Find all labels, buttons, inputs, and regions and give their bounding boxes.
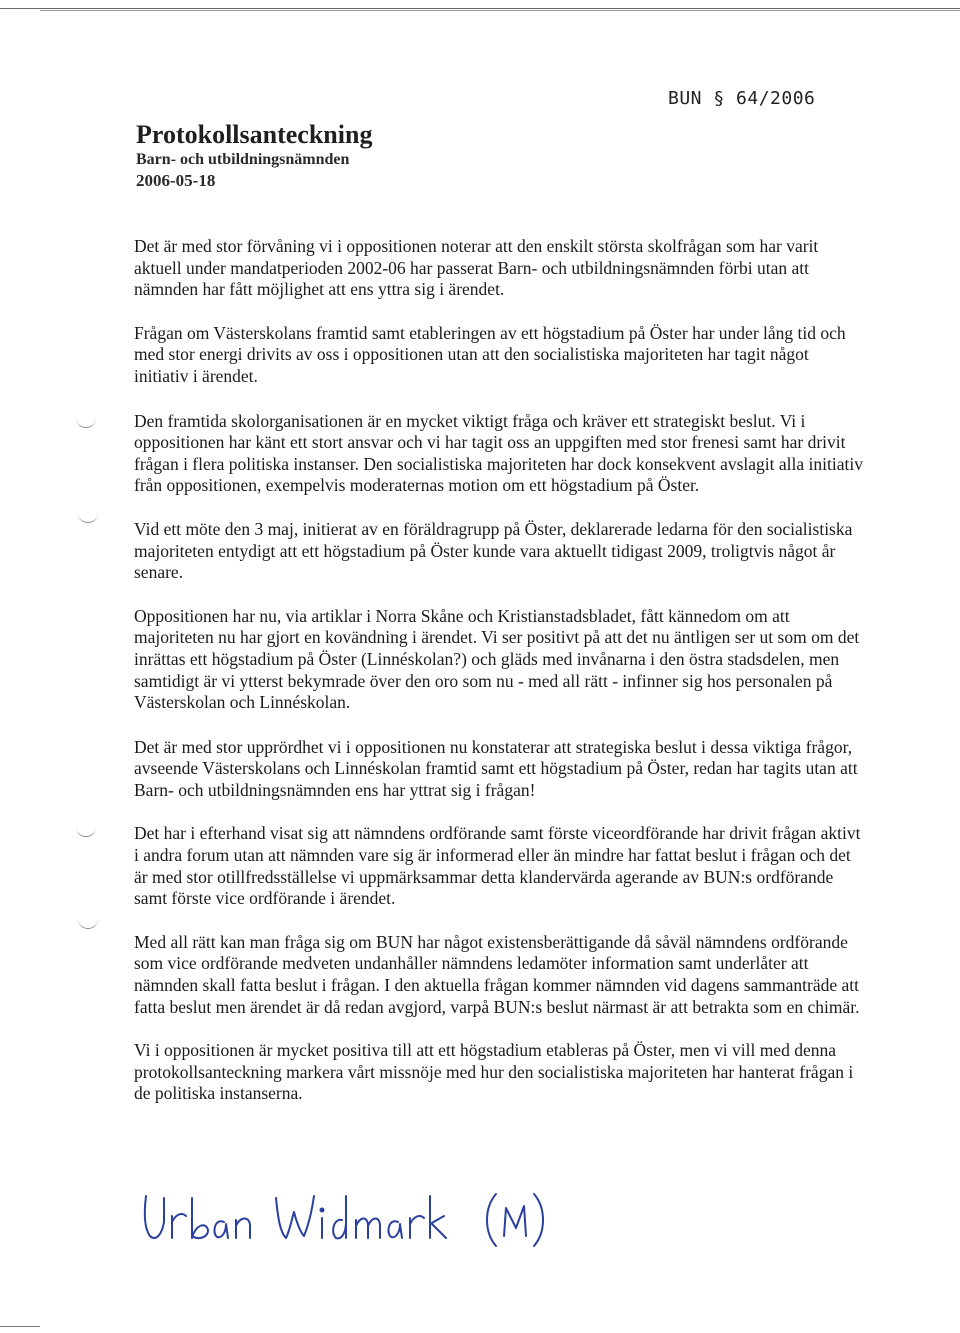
punch-hole-mark [76,417,96,428]
handwritten-signature [140,1188,560,1248]
paragraph: Vi i oppositionen är mycket positiva till att ett högstadium etableras på Öster, men vi vill med denna protokollsanteckning markera vårt missnöje med hur den socialistiska majoriteten har hanterat frågan i de politiska instanserna. [134,1040,854,1104]
scan-edge-line [0,8,960,9]
punch-hole-mark [78,918,98,929]
paragraph: Frågan om Västerskolans framtid samt etableringen av ett högstadium på Öster har under lång tid och med stor energi drivits av oss i oppositionen utan att den socialistiska majoriteten har tagit något initiativ i ärendet. [134,322,846,386]
document-reference: BUN § 64/2006 [668,88,816,109]
paragraph: Vid ett möte den 3 maj, initierat av en föräldragrupp på Öster, deklarerade ledarna för den socialistiska majoriteten entydigt att ett högstadium på Öster kunde vara aktuellt tidigast 2009, troligtvis något år senare. [134,518,853,583]
document-title: Protokollsanteckning [136,120,373,149]
committee-name: Barn- och utbildningsnämnden [136,151,350,168]
paragraph: Oppositionen har nu, via artiklar i Norra Skåne och Kristianstadsbladet, fått kännedom om att majoriteten nu har gjort en kovändning i ärendet. Vi ser positivt på att det nu äntligen ser ut som om det inrättas ett högstadium på Öster (Linnéskolan?) och gläds med invånarna i den östra stadsdelen, men samtidigt är vi ytterst bekymrade över den oro som nu - med all rätt - infinner sig hos personalen på Västerskolan och Linnéskolan. [134,605,860,713]
scan-edge-mark [0,1326,40,1327]
document-date: 2006-05-18 [136,171,216,190]
punch-hole-mark [76,826,96,837]
paragraph: Den framtida skolorganisationen är en mycket viktigt fråga och kräver ett strategiskt beslut. Vi i oppositionen har känt ett stort ansvar och vi har tagit oss an uppgiften med stor frenesi samt har drivit frågan i flera politiska instanser. Den socialistiska majoriteten har dock konsekvent avslagit alla initiativ från oppositionen, exempelvis moderaternas motion om ett högstadium på Öster. [134,410,863,496]
paragraph: Det har i efterhand visat sig att nämndens ordförande samt förste viceordförande har drivit frågan aktivt i andra forum utan att nämnden vare sig är informerad eller än mindre har fattat beslut i frågan och det är med stor otillfredsställelse vi uppmärksammar detta klandervärda agerande av BUN:s ordförande samt förste vice ordförande i ärendet. [134,823,861,909]
paragraph: Det är med stor förvåning vi i oppositionen noterar att den enskilt största skolfrågan som har varit aktuell under mandatperioden 2002-06 har passerat Barn- och utbildningsnämnden förbi utan att nämnden har fått möjlighet att ens yttra sig i ärendet. [134,236,819,300]
document-body [134,236,864,1127]
scan-edge-line-secondary [40,10,960,11]
paragraph: Det är med stor upprördhet vi i oppositionen nu konstaterar att strategiska beslut i dessa viktiga frågor, avseende Västerskolans och Linnéskolan framtid samt ett högstadium på Öster, redan har tagits utan att Barn- och utbildningsnämnden ens har yttrat sig i frågan! [134,736,858,800]
document-header [136,120,372,192]
punch-hole-mark [78,512,98,523]
paragraph: Med all rätt kan man fråga sig om BUN har något existensberättigande då såväl nämndens ordförande som vice ordförande medveten undanhåller nämndens ledamöter information samt underlåter att nämnden skall fatta beslut i frågan. I den aktuella frågan kommer nämnden vid dagens sammanträde att fatta beslut men ärendet är då redan avgjord, varpå BUN:s beslut närmast är att betrakta som en chimär. [134,931,860,1017]
